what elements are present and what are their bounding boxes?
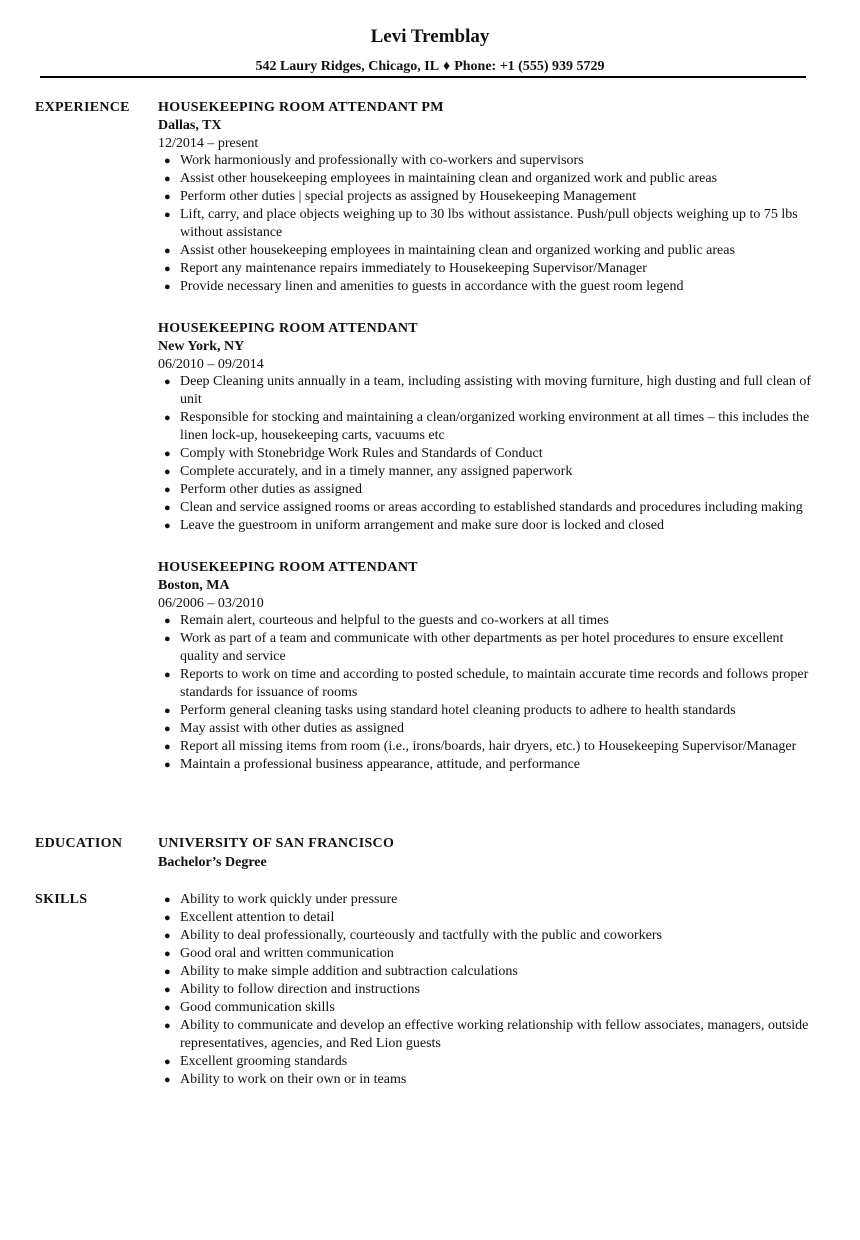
list-item: ● Responsible for stocking and maintaining a clean/organized working environment at all times – this includes the linen lock-up, housekeeping carts, vacuums etc xyxy=(164,410,810,443)
list-item: ● Ability to work on their own or in teams xyxy=(164,1072,407,1087)
list-item: ● Assist other housekeeping employees in maintaining clean and organized working and public areas xyxy=(164,243,735,258)
job-duties xyxy=(158,612,814,774)
list-item: ● Excellent grooming standards xyxy=(164,1054,348,1069)
bullet-icon: ● xyxy=(164,966,171,978)
bullet-icon: ● xyxy=(164,948,171,960)
list-item: ● Remain alert, courteous and helpful to the guests and co-workers at all times xyxy=(164,613,609,628)
experience-list xyxy=(158,99,814,788)
list-item: ● Lift, carry, and place objects weighing up to 30 lbs without assistance. Push/pull objects weighing up to 75 lbs without assistance xyxy=(164,207,798,240)
list-item: ● Perform general cleaning tasks using standard hotel cleaning products to adhere to health standards xyxy=(164,703,736,718)
list-item: ● Deep Cleaning units annually in a team, including assisting with moving furniture, high dusting and full clean of unit xyxy=(164,374,812,407)
list-item: ● Perform other duties | special projects as assigned by Housekeeping Management xyxy=(164,189,637,204)
bullet-icon: ● xyxy=(164,484,171,496)
list-item: ● Excellent attention to detail xyxy=(164,910,335,925)
resume-header xyxy=(0,0,860,75)
list-item: ● Complete accurately, and in a timely manner, any assigned paperwork xyxy=(164,464,573,479)
bullet-icon: ● xyxy=(164,376,171,388)
bullet-icon: ● xyxy=(164,466,171,478)
phone: Phone: +1 (555) 939 5729 xyxy=(454,59,605,74)
list-item: ● Comply with Stonebridge Work Rules and Standards of Conduct xyxy=(164,446,543,461)
job-location: Boston, MA xyxy=(158,578,230,593)
candidate-name: Levi Tremblay xyxy=(370,26,490,47)
list-item: ● Clean and service assigned rooms or areas according to established standards and procedures including making xyxy=(164,500,803,515)
bullet-icon: ● xyxy=(164,412,171,424)
list-item: ● Provide necessary linen and amenities to guests in accordance with the guest room legend xyxy=(164,279,684,294)
job-entry xyxy=(158,320,814,535)
list-item: ● Work harmoniously and professionally with co-workers and supervisors xyxy=(164,153,584,168)
bullet-icon: ● xyxy=(164,930,171,942)
bullet-icon: ● xyxy=(164,209,171,221)
bullet-icon: ● xyxy=(164,669,171,681)
job-location: Dallas, TX xyxy=(158,118,222,133)
list-item: ● Perform other duties as assigned xyxy=(164,482,362,497)
list-item: ● Ability to follow direction and instructions xyxy=(164,982,420,997)
school-name: UNIVERSITY OF SAN FRANCISCO xyxy=(158,836,395,851)
address: 542 Laury Ridges, Chicago, IL xyxy=(255,59,440,74)
job-duties xyxy=(158,373,814,535)
bullet-icon: ● xyxy=(164,723,171,735)
job-title: HOUSEKEEPING ROOM ATTENDANT xyxy=(158,560,418,575)
bullet-icon: ● xyxy=(164,281,171,293)
list-item: ● Work as part of a team and communicate with other departments as per hotel procedures to ensure excellent quality and service xyxy=(164,631,784,664)
bullet-icon: ● xyxy=(164,912,171,924)
job-duties xyxy=(158,152,814,296)
contact-line xyxy=(0,58,860,75)
bullet-icon: ● xyxy=(164,502,171,514)
skills-list xyxy=(158,891,814,1089)
job-dates: 12/2014 – present xyxy=(158,136,259,151)
education-heading: EDUCATION xyxy=(35,836,123,851)
bullet-icon: ● xyxy=(164,615,171,627)
list-item: ● Reports to work on time and according to posted schedule, to maintain accurate time records and follows proper standards for issuance of rooms xyxy=(164,667,809,700)
bullet-icon: ● xyxy=(164,263,171,275)
bullet-icon: ● xyxy=(164,448,171,460)
job-title: HOUSEKEEPING ROOM ATTENDANT PM xyxy=(158,100,444,115)
diamond-separator-icon: ♦ xyxy=(443,59,451,74)
degree: Bachelor’s Degree xyxy=(158,855,267,870)
list-item: ● Leave the guestroom in uniform arrangement and make sure door is locked and closed xyxy=(164,518,665,533)
bullet-icon: ● xyxy=(164,245,171,257)
list-item: ● Report any maintenance repairs immediately to Housekeeping Supervisor/Manager xyxy=(164,261,647,276)
experience-heading: EXPERIENCE xyxy=(35,100,130,115)
list-item: ● Assist other housekeeping employees in maintaining clean and organized work and public areas xyxy=(164,171,718,186)
list-item: ● May assist with other duties as assigned xyxy=(164,721,404,736)
list-item: ● Ability to work quickly under pressure xyxy=(164,892,398,907)
list-item: ● Report all missing items from room (i.e., irons/boards, hair dryers, etc.) to Housekeeping Supervisor/Manager xyxy=(164,739,797,754)
bullet-icon: ● xyxy=(164,1074,171,1086)
bullet-icon: ● xyxy=(164,191,171,203)
list-item: ● Good oral and written communication xyxy=(164,946,394,961)
bullet-icon: ● xyxy=(164,759,171,771)
header-divider xyxy=(40,76,806,78)
bullet-icon: ● xyxy=(164,1056,171,1068)
bullet-icon: ● xyxy=(164,155,171,167)
job-dates: 06/2006 – 03/2010 xyxy=(158,596,264,611)
list-item: ● Ability to communicate and develop an effective working relationship with fellow associates, managers, outside representatives, agencies, and Red Lion guests xyxy=(164,1018,809,1051)
job-dates: 06/2010 – 09/2014 xyxy=(158,357,264,372)
bullet-icon: ● xyxy=(164,1002,171,1014)
bullet-icon: ● xyxy=(164,984,171,996)
job-entry xyxy=(158,99,814,296)
skills-body xyxy=(158,891,814,1089)
job-location: New York, NY xyxy=(158,339,245,354)
bullet-icon: ● xyxy=(164,705,171,717)
job-title: HOUSEKEEPING ROOM ATTENDANT xyxy=(158,321,418,336)
education-body xyxy=(158,835,814,873)
bullet-icon: ● xyxy=(164,894,171,906)
bullet-icon: ● xyxy=(164,520,171,532)
bullet-icon: ● xyxy=(164,173,171,185)
job-entry xyxy=(158,559,814,774)
list-item: ● Ability to deal professionally, courteously and tactfully with the public and coworkers xyxy=(164,928,662,943)
bullet-icon: ● xyxy=(164,1020,171,1032)
bullet-icon: ● xyxy=(164,633,171,645)
skills-heading: SKILLS xyxy=(35,892,88,907)
bullet-icon: ● xyxy=(164,741,171,753)
list-item: ● Maintain a professional business appearance, attitude, and performance xyxy=(164,757,581,772)
list-item: ● Ability to make simple addition and subtraction calculations xyxy=(164,964,518,979)
list-item: ● Good communication skills xyxy=(164,1000,335,1015)
